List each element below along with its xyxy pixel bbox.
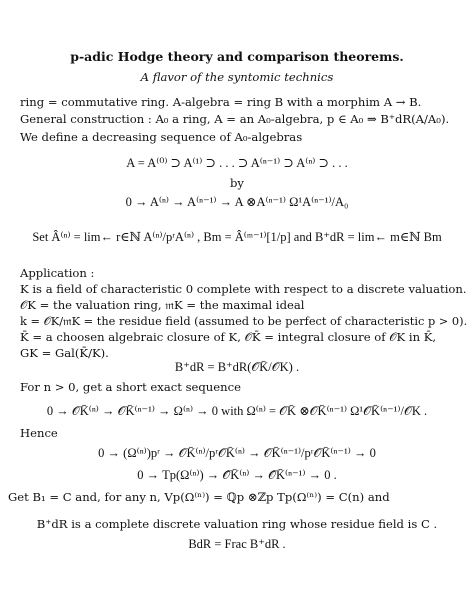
equation-sequence: A = A⁽⁰⁾ ⊃ A⁽¹⁾ ⊃ . . . ⊃ A⁽ⁿ⁻¹⁾ ⊃ A⁽ⁿ⁾ ⊃ . . . — [126, 156, 348, 170]
text-line-2: General construction : A₀ a ring, A = an A₀-algebra, p ∈ A₀ ⇒ B⁺dR(A/A₀). — [20, 112, 450, 126]
paper-subtitle: A flavor of the syntomic technics — [140, 70, 334, 84]
text-line-galois: GK = Gal(K̄/K). — [20, 346, 109, 360]
section-application: Application : — [20, 266, 95, 280]
text-hence: Hence — [20, 426, 58, 440]
text-line-1: ring = commutative ring. A-algebra = ring B with a morphim A → B. — [20, 95, 422, 109]
text-line-k-field: K is a field of characteristic 0 complete with respect to a discrete valuation. — [20, 282, 467, 296]
text-line-valuation-ring: 𝒪K = the valuation ring, 𝔪K = the maximal ideal — [20, 298, 305, 312]
equation-limits: Set Â⁽ⁿ⁾ = lim← r∈ℕ A⁽ⁿ⁾/pʳA⁽ⁿ⁾ , Bm = Â⁽ᵐ⁻¹⁾[1/p] and B⁺dR = lim← m∈ℕ Bm — [32, 230, 442, 244]
text-line-short-exact: For n > 0, get a short exact sequence — [20, 380, 241, 394]
equation-exact-sequence: 0 → A⁽ⁿ⁾ → A⁽ⁿ⁻¹⁾ → A ⊗A⁽ⁿ⁻¹⁾ Ω¹A⁽ⁿ⁻¹⁾/A₀ — [125, 195, 349, 209]
text-line-residue-field: k = 𝒪K/𝔪K = the residue field (assumed to be perfect of characteristic p > 0). — [20, 314, 468, 328]
equation-hence-2: 0 → Tp(Ω⁽ⁿ⁾) → 𝒪̂K̄⁽ⁿ⁾ → 𝒪̂K̄⁽ⁿ⁻¹⁾ → 0 . — [137, 468, 337, 482]
text-line-closure: K̄ = a choosen algebraic closure of K, 𝒪K̄ = integral closure of 𝒪K in K̄, — [20, 330, 437, 344]
equation-bdr-plus: B⁺dR = B⁺dR(𝒪K̄/𝒪K) . — [174, 360, 300, 374]
equation-frac: BdR = Frac B⁺dR . — [188, 537, 286, 551]
text-by: by — [230, 176, 244, 190]
equation-hence-1: 0 → (Ω⁽ⁿ⁾)pʳ → 𝒪K̄⁽ⁿ⁾/pʳ𝒪K̄⁽ⁿ⁾ → 𝒪K̄⁽ⁿ⁻¹⁾/pʳ𝒪K̄⁽ⁿ⁻¹⁾ → 0 — [98, 446, 376, 460]
text-line-get-b1: Get B₁ = C and, for any n, Vp(Ω⁽ⁿ⁾) = ℚp ⊗ℤp Tp(Ω⁽ⁿ⁾) = C(n) and — [8, 490, 390, 504]
text-line-complete-dvr: B⁺dR is a complete discrete valuation ring whose residue field is C . — [36, 517, 438, 531]
paper-title: p-adic Hodge theory and comparison theorems. — [70, 49, 404, 64]
text-line-3: We define a decreasing sequence of A₀-algebras — [20, 130, 303, 144]
equation-omega: 0 → 𝒪K̄⁽ⁿ⁾ → 𝒪K̄⁽ⁿ⁻¹⁾ → Ω⁽ⁿ⁾ → 0 with Ω⁽ⁿ⁾ = 𝒪K̄ ⊗𝒪K̄⁽ⁿ⁻¹⁾ Ω¹𝒪K̄⁽ⁿ⁻¹⁾/𝒪K . — [46, 404, 428, 418]
